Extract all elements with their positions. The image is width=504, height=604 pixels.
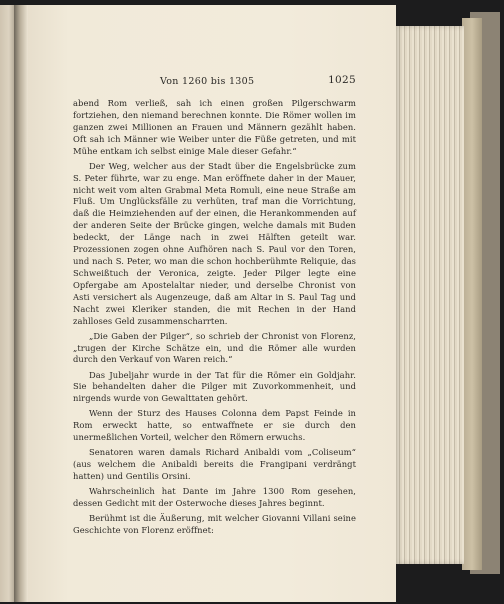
running-head-title: Von 1260 bis 1305 bbox=[160, 76, 255, 87]
paragraph-6: Senatoren waren damals Richard Anibaldi vom „Coliseum“ (aus welchem die Anibaldi bereits die Frangipani verdrängt hatten) und Gentilis Orsini. bbox=[73, 447, 356, 482]
paragraph-7: Wahrscheinlich hat Dante im Jahre 1300 Rom gesehen, dessen Gedicht mit der Osterwoche dieses Jahres beginnt. bbox=[73, 486, 356, 509]
paragraph-4: Das Jubeljahr wurde in der Tat für die Römer ein Goldjahr. Sie behandelten daher die Pilger mit Zuvorkommenheit, und nirgends wurde von Gewalttaten gehört. bbox=[73, 369, 356, 404]
page-number: 1025 bbox=[328, 74, 356, 86]
running-head bbox=[73, 74, 356, 90]
paragraph-5: Wenn der Sturz des Hauses Colonna dem Papst Feinde in Rom erweckt hatte, so entwaffnete er sie durch den unermeßlichen Vorteil, welcher den Römern erwuchs. bbox=[73, 408, 356, 443]
page-stack-edges bbox=[392, 26, 464, 564]
paragraph-3: „Die Gaben der Pilger“, so schrieb der Chronist von Florenz, „trugen der Kirche Schätze ein, und die Römer alle wurden durch den Verkauf von Waren reich.“ bbox=[73, 330, 356, 365]
paragraph-2: Der Weg, welcher aus der Stadt über die Engelsbrücke zum S. Peter führte, war zu enge. Man eröffnete daher in der Mauer, nicht weit vom alten Grabmal Meta Romuli, eine neue Straße am Fluß. Um Unglücksfälle zu verhüten, traf man die Vorrichtung, daß die Heimziehenden auf der einen, die Herankommenden auf der anderen Seite der Brücke gingen, welche damals mit Buden bedeckt, der Länge nach in zwei Hälften geteilt war. Prozessionen zogen ohne Aufhören nach S. Paul vor den Toren, und nach S. Peter, wo man die schon hochberühmte Reliquie, das Schweißtuch der Veronica, zeigte. Jeder Pilger legte eine Opfergabe am Apostelaltar nieder, und derselbe Chronist von Asti versichert als Augenzeuge, daß am Altar in S. Paul Tag und Nacht zwei Kleriker standen, die mit Rechen in der Hand zahlloses Geld zusammenscharrten. bbox=[73, 160, 356, 326]
paragraph-1: abend Rom verließ, sah ich einen großen Pilgerschwarm fortziehen, den niemand berechnen konnte. Die Römer wollen im ganzen zwei Millionen an Frauen und Männern gezählt haben. Oft sah ich Männer wie Weiber unter die Füße getreten, und mit Mühe entkam ich selbst einige Male dieser Gefahr.“ bbox=[73, 98, 356, 156]
book-cover-edge bbox=[462, 18, 482, 570]
paragraph-8: Berühmt ist die Äußerung, mit welcher Giovanni Villani seine Geschichte von Florenz eröffnet: bbox=[73, 513, 356, 536]
text-block bbox=[73, 74, 356, 540]
book-gutter bbox=[14, 5, 28, 602]
